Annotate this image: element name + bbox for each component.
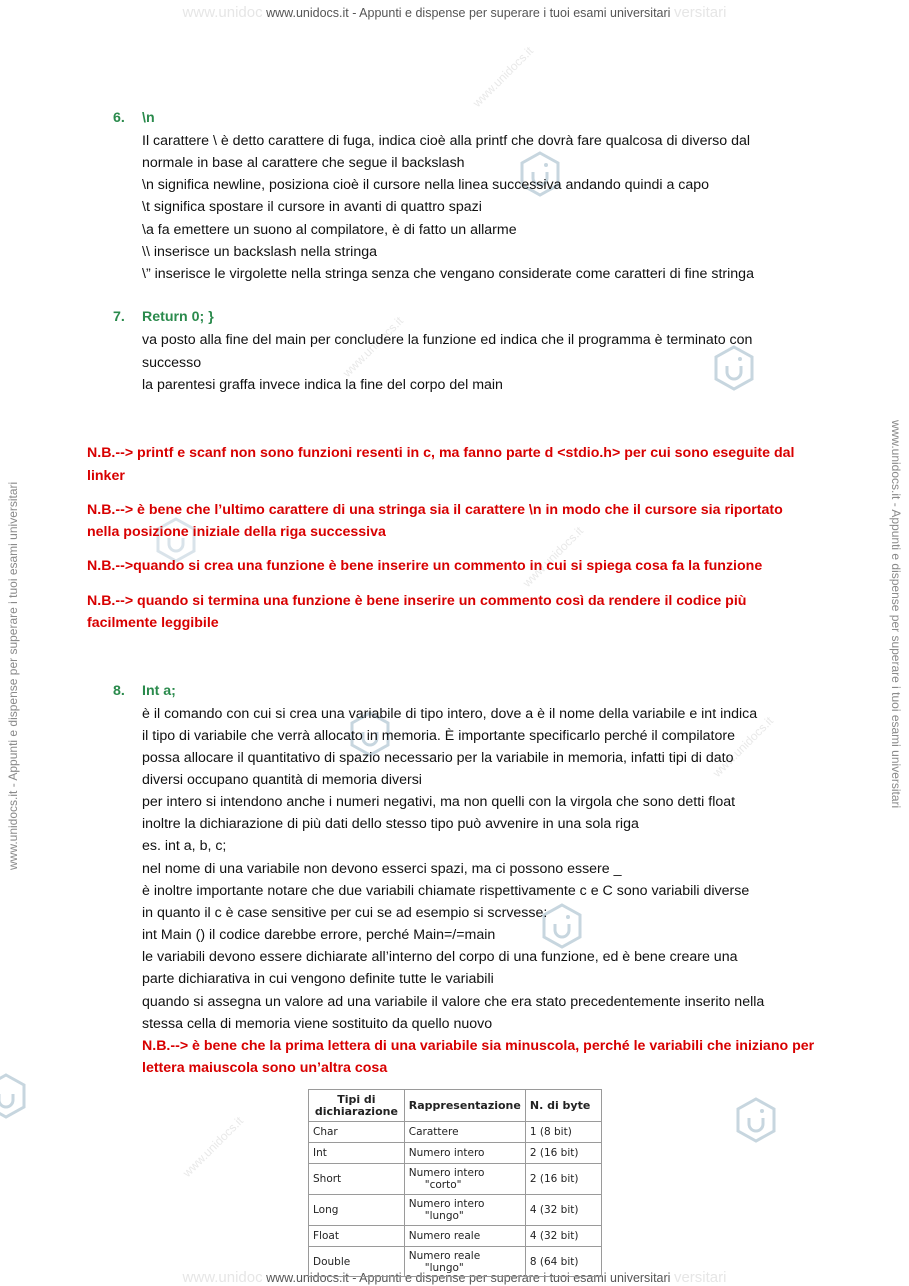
note-line: N.B.--> quando si termina una funzione è bene inserire un commento così da rendere il codice più	[87, 593, 747, 609]
table-cell-bytes: 4 (32 bit)	[525, 1195, 601, 1226]
note-line: N.B.--> è bene che l’ultimo carattere di una stringa sia il carattere \n in modo che il cursore sia riportato	[87, 502, 783, 518]
table-cell-rep-line2: "lungo"	[424, 1261, 464, 1274]
data-types-table	[308, 1089, 602, 1277]
watermark-diagonal: www.unidocs.it	[340, 313, 407, 380]
note-line: lettera maiuscola sono un’altra cosa	[142, 1060, 388, 1076]
table-cell-rep-line1: Numero intero	[408, 1198, 485, 1210]
table-header-row	[309, 1090, 602, 1122]
table-cell-bytes: 2 (16 bit)	[525, 1143, 601, 1164]
item-line: stessa cella di memoria viene sostituito da quello nuovo	[142, 1016, 493, 1032]
item-number: 8.	[113, 683, 125, 699]
table-cell-bytes: 1 (8 bit)	[525, 1122, 601, 1143]
item-line: \n significa newline, posiziona cioè il cursore nella linea successiva andando quindi a capo	[142, 177, 710, 193]
watermark-ghost-left-bottom: www.unidoc	[182, 1269, 263, 1286]
watermark-diagonal: www.unidocs.it	[470, 43, 537, 110]
watermark-ghost-left: www.unidoc	[182, 4, 263, 21]
table-row	[309, 1195, 602, 1226]
item-line: int Main () il codice darebbe errore, perché Main=/=main	[142, 927, 496, 943]
watermark-diagonal: www.unidocs.it	[520, 523, 587, 590]
table-cell-representation	[404, 1164, 525, 1195]
table-row	[309, 1164, 602, 1195]
table-cell-rep-line2: "corto"	[424, 1179, 462, 1191]
table-cell-type: Char	[309, 1122, 405, 1143]
table-cell-bytes: 2 (16 bit)	[525, 1164, 601, 1195]
note-line: N.B.--> è bene che la prima lettera di una variabile sia minuscola, perché le variabili che iniziano per	[142, 1038, 815, 1054]
item-line: \t significa spostare il cursore in avanti di quattro spazi	[142, 199, 482, 215]
table-cell-representation: Numero intero	[404, 1143, 525, 1164]
item-line: diversi occupano quantità di memoria diversi	[142, 772, 422, 788]
table-row	[309, 1247, 602, 1277]
table-cell-rep-line1: Numero intero	[408, 1167, 485, 1179]
watermark-diagonal: www.unidocs.it	[180, 1113, 247, 1180]
item-line: per intero si intendono anche i numeri negativi, ma non quelli con la virgola che sono detti float	[142, 794, 736, 810]
watermark-ghost-right-bottom: versitari	[673, 1269, 727, 1286]
item-line: es. int a, b, c;	[142, 838, 227, 854]
table-cell-type: Double	[309, 1247, 405, 1277]
item-line: normale in base al carattere che segue il backslash	[142, 155, 465, 171]
table-cell-type: Long	[309, 1195, 405, 1226]
item-line: \\ inserisce un backslash nella stringa	[142, 244, 378, 260]
item-line: le variabili devono essere dichiarate all’interno del corpo di una funzione, ed è bene creare una	[142, 949, 738, 965]
note-line: facilmente leggibile	[87, 615, 219, 631]
watermark-top-text: www.unidocs.it - Appunti e dispense per superare i tuoi esami universitari	[266, 6, 671, 20]
item-heading: \n	[142, 110, 155, 126]
table-header-type-line2: dichiarazione	[314, 1104, 398, 1118]
table-cell-rep-line2: "lungo"	[424, 1210, 464, 1222]
table-cell-representation: Carattere	[404, 1122, 525, 1143]
item-line: la parentesi graffa invece indica la fine del corpo del main	[142, 377, 503, 393]
item-heading: Return 0; }	[142, 309, 214, 325]
table-header-representation: Rappresentazione	[404, 1090, 525, 1122]
table-cell-representation: Numero reale	[404, 1226, 525, 1247]
item-line: nel nome di una variabile non devono esserci spazi, ma ci possono essere _	[142, 861, 622, 877]
note-line: linker	[87, 468, 125, 484]
table-cell-representation	[404, 1195, 525, 1226]
table-row	[309, 1122, 602, 1143]
table-header-type-line1: Tipi di	[337, 1092, 376, 1106]
watermark-bottom-text: www.unidocs.it - Appunti e dispense per superare i tuoi esami universitari	[266, 1271, 671, 1285]
table-row	[309, 1226, 602, 1247]
item-heading: Int a;	[142, 683, 176, 699]
item-line: è inoltre importante notare che due variabili chiamate rispettivamente c e C sono variabili diverse	[142, 883, 750, 899]
table-cell-type: Short	[309, 1164, 405, 1195]
item-line: successo	[142, 355, 202, 371]
watermark-side-right: www.unidocs.it - Appunti e dispense per superare i tuoi esami universitari	[889, 420, 903, 809]
item-line: parte dichiarativa in cui vengono definite tutte le variabili	[142, 971, 494, 987]
note-line: nella posizione iniziale della riga successiva	[87, 524, 386, 540]
item-line: va posto alla fine del main per concludere la funzione ed indica che il programma è terminato con	[142, 332, 753, 348]
table-cell-bytes: 4 (32 bit)	[525, 1226, 601, 1247]
table-row	[309, 1143, 602, 1164]
table-cell-type: Float	[309, 1226, 405, 1247]
item-line: in quanto il c è case sensitive per cui se ad esempio si scrvesse:	[142, 905, 548, 921]
watermark-side-left: www.unidocs.it - Appunti e dispense per superare i tuoi esami universitari	[6, 481, 20, 870]
item-line: il tipo di variabile che verrà allocato in memoria. È importante specificarlo perché il compilatore	[142, 728, 735, 744]
table-cell-rep-line1: Numero reale	[408, 1249, 481, 1262]
item-line: è il comando con cui si crea una variabile di tipo intero, dove a è il nome della variabile e int indica	[142, 706, 758, 722]
table-cell-bytes: 8 (64 bit)	[525, 1247, 601, 1277]
item-number: 6.	[113, 110, 125, 126]
item-line: possa allocare il quantitativo di spazio necessario per la variabile in memoria, infatti tipi di dato	[142, 750, 734, 766]
item-line: Il carattere \ è detto carattere di fuga, indica cioè alla printf che dovrà fare qualcosa di diverso dal	[142, 133, 751, 149]
item-line: quando si assegna un valore ad una variabile il valore che era stato precedentemente inserito nella	[142, 994, 765, 1010]
item-line: inoltre la dichiarazione di più dati dello stesso tipo può avvenire in una sola riga	[142, 816, 639, 832]
table-header-type	[309, 1090, 405, 1122]
table-cell-representation	[404, 1247, 525, 1277]
table-cell-type: Int	[309, 1143, 405, 1164]
note-line: N.B.-->quando si crea una funzione è bene inserire un commento in cui si spiega cosa fa la funzione	[87, 558, 763, 574]
note-line: N.B.--> printf e scanf non sono funzioni resenti in c, ma fanno parte d <stdio.h> per cui sono eseguite dal	[87, 445, 795, 461]
watermark-diagonal: www.unidocs.it	[710, 713, 777, 780]
item-number: 7.	[113, 309, 125, 325]
item-line: \” inserisce le virgolette nella stringa senza che vengano considerate come caratteri di fine stringa	[142, 266, 754, 282]
watermark-ghost-right: versitari	[673, 4, 727, 21]
item-line: \a fa emettere un suono al compilatore, è di fatto un allarme	[142, 222, 517, 238]
table-header-bytes: N. di byte	[525, 1090, 601, 1122]
